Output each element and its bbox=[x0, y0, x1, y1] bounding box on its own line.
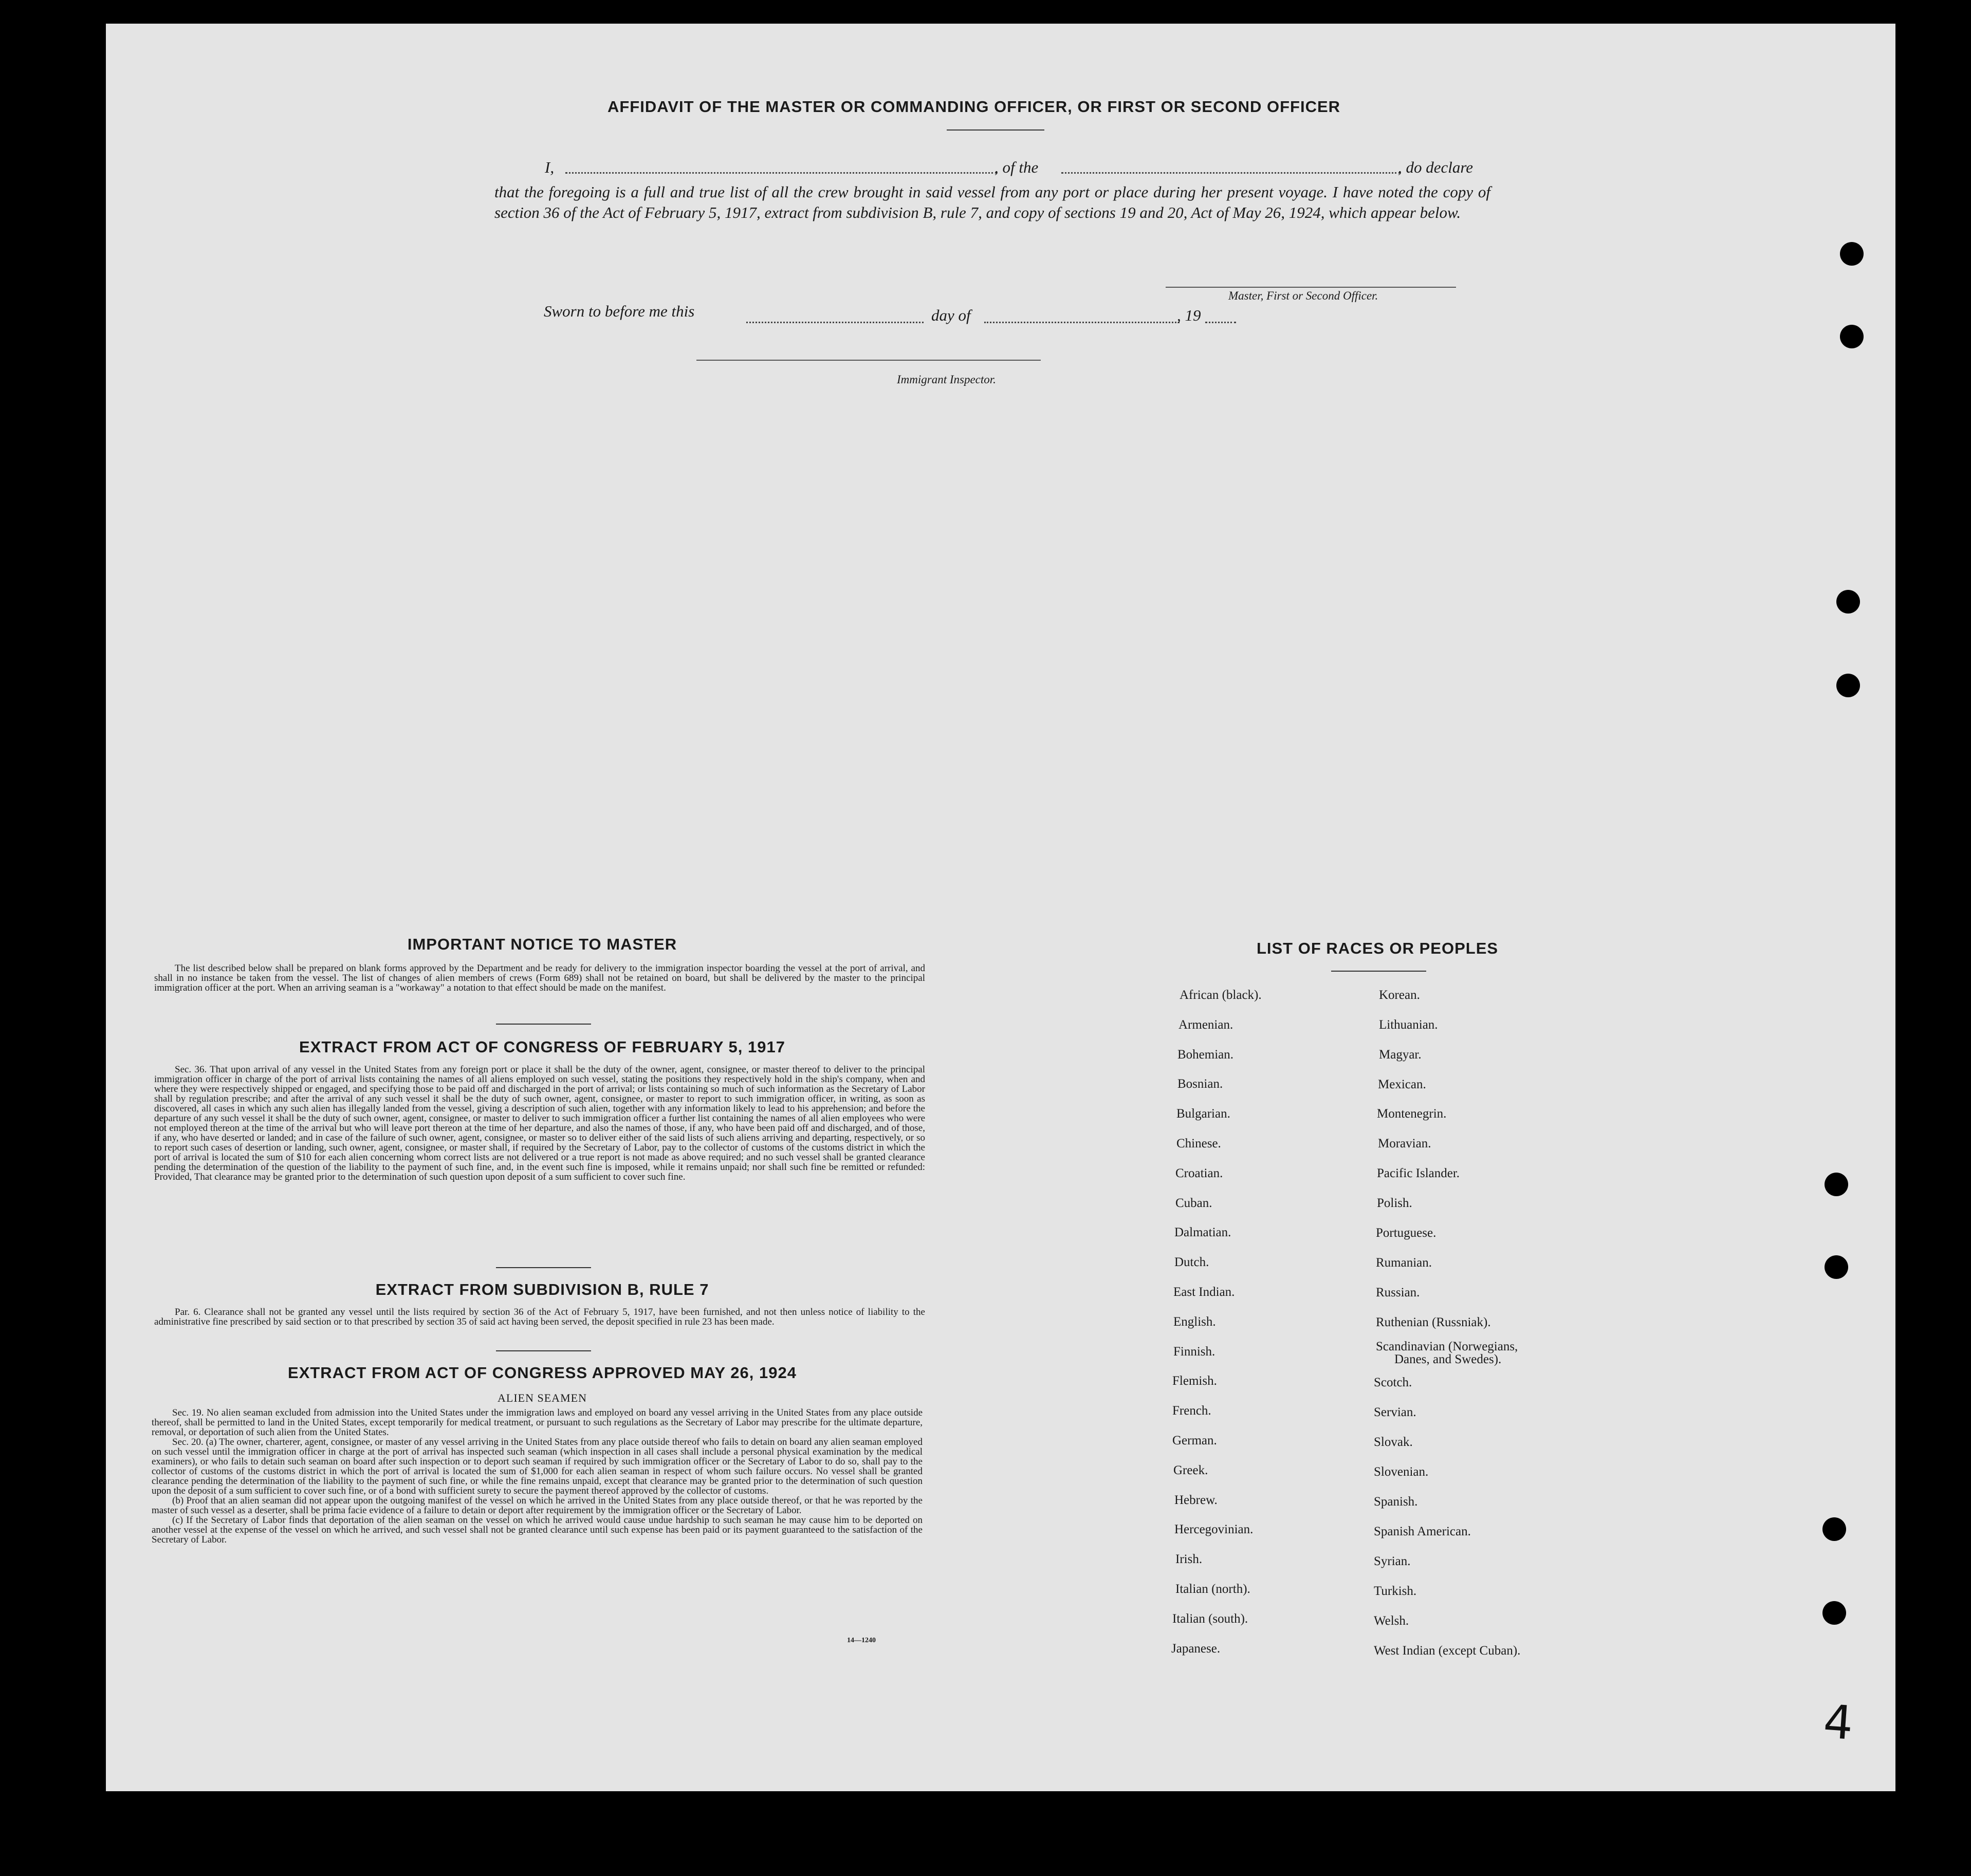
race-item: Japanese. bbox=[1171, 1642, 1221, 1656]
extract-1917-title: EXTRACT FROM ACT OF CONGRESS OF FEBRUARY 5, 1917 bbox=[299, 1038, 785, 1056]
section-divider bbox=[496, 1350, 591, 1351]
race-item: Finnish. bbox=[1173, 1345, 1215, 1359]
race-item: French. bbox=[1172, 1404, 1211, 1418]
binder-hole bbox=[1822, 1517, 1846, 1541]
race-item: Montenegrin. bbox=[1377, 1107, 1447, 1121]
sworn-label: Sworn to before me this bbox=[544, 302, 695, 320]
race-item: Irish. bbox=[1175, 1552, 1203, 1566]
race-item: Greek. bbox=[1173, 1463, 1208, 1477]
race-item: Dutch. bbox=[1174, 1255, 1209, 1269]
race-item: Slovak. bbox=[1374, 1435, 1413, 1449]
race-item: Cuban. bbox=[1175, 1196, 1212, 1210]
race-item: Chinese. bbox=[1176, 1137, 1221, 1150]
affidavit-of-the-label: , of the bbox=[994, 158, 1039, 176]
race-item: Welsh. bbox=[1374, 1614, 1409, 1628]
race-item: Bohemian. bbox=[1177, 1048, 1234, 1062]
race-item: German. bbox=[1172, 1434, 1217, 1447]
race-item: Spanish American. bbox=[1374, 1525, 1471, 1538]
race-item: Syrian. bbox=[1374, 1554, 1411, 1568]
race-item: Croatian. bbox=[1175, 1166, 1223, 1180]
race-item: Bosnian. bbox=[1177, 1077, 1223, 1091]
race-item: Slovenian. bbox=[1374, 1465, 1429, 1479]
notice-title: IMPORTANT NOTICE TO MASTER bbox=[407, 935, 677, 953]
name-blank[interactable] bbox=[565, 172, 997, 174]
binder-hole bbox=[1825, 1255, 1848, 1279]
race-item: Armenian. bbox=[1178, 1018, 1233, 1032]
extract-1924-title: EXTRACT FROM ACT OF CONGRESS APPROVED MAY 26, 1924 bbox=[288, 1364, 797, 1382]
sworn-year-blank[interactable] bbox=[1205, 322, 1236, 323]
sec19-text: Sec. 19. No alien seaman excluded from admission into the United States under the immigration laws and employed on board any vessel arriving in the United States from any place outside thereof, shall be permitted to land in the United States, except temporarily for medical treatment, or pursuant to such regulations as the Secretary of Labor may prescribe for the ultimate departure, removal, or deportation of such alien from the United States. bbox=[152, 1407, 923, 1438]
binder-hole bbox=[1840, 242, 1864, 266]
section-divider bbox=[496, 1024, 591, 1025]
races-title: LIST OF RACES OR PEOPLES bbox=[1256, 939, 1499, 957]
race-item: Lithuanian. bbox=[1379, 1018, 1438, 1032]
race-item: Italian (north). bbox=[1175, 1582, 1250, 1596]
sec20a-text: Sec. 20. (a) The owner, charterer, agent, consignee, or master of any vessel arriving in the United States from any place outside thereof who fails to detain on board any alien seaman employed on such vessel until the immigration officer in charge at the port of arrival has inspected such seaman (which inspection in all cases shall include a personal physical examination by the medical examiners), or who fails to detain such seaman on board after such inspection or to deport such seaman if required by such immigration officer or the Secretary of Labor to do so, shall pay to the collector of customs of the customs district in which the port of arrival is located the sum of $1,000 for each alien seaman in respect of whom such failure occurs. No vessel shall be granted clearance pending the determination of the liability to the payment of such fine, or while the fine remains unpaid, except that clearance may be granted prior to the determination of such question upon the deposit of a sum sufficient to cover such fine, or of a bond with sufficient surety to secure the payment thereof approved by the collector of customs. bbox=[152, 1437, 923, 1496]
race-item: Scotch. bbox=[1374, 1376, 1412, 1389]
race-item: Danes, and Swedes). bbox=[1394, 1352, 1502, 1366]
race-item: Spanish. bbox=[1374, 1495, 1418, 1509]
section-divider bbox=[496, 1267, 591, 1268]
race-item: Hebrew. bbox=[1174, 1493, 1218, 1507]
race-item: Hercegovinian. bbox=[1174, 1522, 1254, 1536]
sec20c-text: (c) If the Secretary of Labor finds that deportation of the alien seaman on the vessel on which he arrived would cause undue hardship to such seaman he may cause him to be deported on another vessel at the expense of the vessel on which he arrived, and such vessel shall not be granted clearance until such expense has been paid or its payment guaranteed to the satisfaction of the Secretary of Labor. bbox=[152, 1515, 923, 1545]
race-item: Polish. bbox=[1377, 1196, 1412, 1210]
day-of-label: day of bbox=[931, 306, 971, 324]
rule7-title: EXTRACT FROM SUBDIVISION B, RULE 7 bbox=[375, 1280, 709, 1298]
race-item: Mexican. bbox=[1378, 1078, 1426, 1091]
race-item: Moravian. bbox=[1378, 1137, 1431, 1150]
affidavit-do-declare: , do declare bbox=[1398, 158, 1473, 176]
sworn-month-blank[interactable] bbox=[984, 322, 1180, 323]
sec20b-text: (b) Proof that an alien seaman did not appear upon the outgoing manifest of the vessel on which he arrived in the United States from any place outside thereof, or that he was reported by the master of such vessel as a deserter, shall be prima facie evidence of a failure to detain or deport after requirement by the immigration officer or the Secretary of Labor. bbox=[152, 1495, 923, 1516]
race-item: Russian. bbox=[1376, 1286, 1420, 1299]
title-underline bbox=[947, 129, 1044, 131]
affidavit-i-label: I, bbox=[545, 158, 555, 176]
master-signature-label: Master, First or Second Officer. bbox=[1228, 289, 1378, 302]
rule7-text: Par. 6. Clearance shall not be granted any vessel until the lists required by section 36 of the Act of February 5, 1917, have been furnished, and not then unless notice of liability to the administrative fine prescribed by said section or to that prescribed by section 35 of said act having been served, the deposit specified in rule 23 has been made. bbox=[154, 1307, 925, 1327]
extract-1924-text bbox=[152, 1408, 923, 1545]
race-item: English. bbox=[1173, 1315, 1216, 1329]
race-item: Portuguese. bbox=[1376, 1226, 1436, 1240]
binder-hole bbox=[1822, 1601, 1846, 1625]
races-title-underline bbox=[1331, 971, 1426, 972]
inspector-signature-line bbox=[696, 360, 1041, 361]
binder-hole bbox=[1840, 325, 1864, 348]
alien-seamen-subtitle: ALIEN SEAMEN bbox=[498, 1391, 587, 1404]
affidavit-title: AFFIDAVIT OF THE MASTER OR COMMANDING OFFICER, OR FIRST OR SECOND OFFICER bbox=[607, 98, 1341, 116]
race-item: Magyar. bbox=[1379, 1048, 1422, 1062]
race-item: Scandinavian (Norwegians, bbox=[1376, 1340, 1518, 1353]
race-item: Dalmatian. bbox=[1174, 1225, 1231, 1239]
race-item: Turkish. bbox=[1374, 1584, 1417, 1598]
race-item: Ruthenian (Russniak). bbox=[1376, 1315, 1491, 1329]
race-item: East Indian. bbox=[1173, 1285, 1235, 1299]
race-item: Rumanian. bbox=[1376, 1256, 1432, 1270]
year-prefix: , 19 bbox=[1177, 306, 1201, 324]
race-item: Korean. bbox=[1379, 988, 1420, 1002]
race-item: Flemish. bbox=[1172, 1374, 1217, 1388]
master-signature-line bbox=[1166, 287, 1456, 288]
race-item: West Indian (except Cuban). bbox=[1374, 1644, 1521, 1658]
race-item: Pacific Islander. bbox=[1377, 1166, 1460, 1180]
form-number: 14—1240 bbox=[847, 1637, 876, 1644]
affidavit-declaration: that the foregoing is a full and true list of all the crew brought in said vessel from any port or place during her present voyage. I have noted the copy of section 36 of the Act of February 5, 1917, extract from subdivision B, rule 7, and copy of sections 19 and 20, Act of May 26, 1924, which appear below. bbox=[494, 183, 1490, 221]
race-item: African (black). bbox=[1180, 988, 1262, 1002]
vessel-blank[interactable] bbox=[1061, 172, 1401, 174]
binder-hole bbox=[1825, 1173, 1848, 1196]
race-item: Bulgarian. bbox=[1176, 1107, 1230, 1121]
binder-hole bbox=[1836, 590, 1860, 614]
notice-text: The list described below shall be prepared on blank forms approved by the Department and be ready for delivery to the immigration inspector boarding the vessel at the port of arrival, and shall in no instance be taken from the vessel. The list of changes of alien members of crews (Form 689) shall not be retained on board, but shall be delivered by the master to the principal immigration officer at the port. When an arriving seaman is a "workaway" a notation to that effect should be made on the manifest. bbox=[154, 963, 925, 993]
inspector-label: Immigrant Inspector. bbox=[897, 373, 996, 386]
sworn-day-blank[interactable] bbox=[746, 322, 924, 323]
race-item: Italian (south). bbox=[1172, 1612, 1248, 1626]
binder-hole bbox=[1836, 674, 1860, 697]
race-item: Servian. bbox=[1374, 1405, 1416, 1419]
handwritten-mark: 4 bbox=[1821, 1695, 1855, 1751]
extract-1917-text: Sec. 36. That upon arrival of any vessel in the United States from any foreign port or place it shall be the duty of the owner, agent, consignee, or master thereof to deliver to the principal immigration officer in charge of the port of arrival lists containing the names of all aliens employed on such vessel, stating the positions they respectively hold in the ship's company, when and where they were respectively shipped or engaged, and specifying those to be paid off and discharged in the port of arrival; or lists containing so much of such information as the Secretary of Labor shall by regulation prescribe; and after the arrival of any such vessel it shall be the duty of such owner, agent, consignee, or master to report to such immigration officer, in writing, as soon as discovered, all cases in which any such alien has illegally landed from the vessel, giving a description of such alien, together with any information likely to lead to his apprehension; and before the departure of any such vessel it shall be the duty of such owner, agent, consignee, or master to deliver to such immigration officer a further list containing the names of all alien employees who were not employed thereon at the time of the arrival but who will leave port thereon at the time of her departure, and also the names of those, if any, who have been paid off and discharged, and of those, if any, who have deserted or landed; and in case of the failure of such owner, agent, consignee, or master so to deliver either of the said lists of such aliens arriving and departing, respectively, or so to report such cases of desertion or landing, such owner, agent, consignee, or master shall, if required by the Secretary of Labor, pay to the collector of customs of the customs district in which the port of arrival is located the sum of $10 for each alien concerning whom correct lists are not delivered or a true report is not made as above required; and no such vessel shall be granted clearance pending the determination of the question of the liability to the payment of such fine, and, in the event such fine is imposed, while it remains unpaid; nor shall such fine be remitted or refunded: Provided, That clearance may be granted prior to the determination of such question upon deposit of a sum sufficient to cover such fine. bbox=[154, 1064, 925, 1182]
